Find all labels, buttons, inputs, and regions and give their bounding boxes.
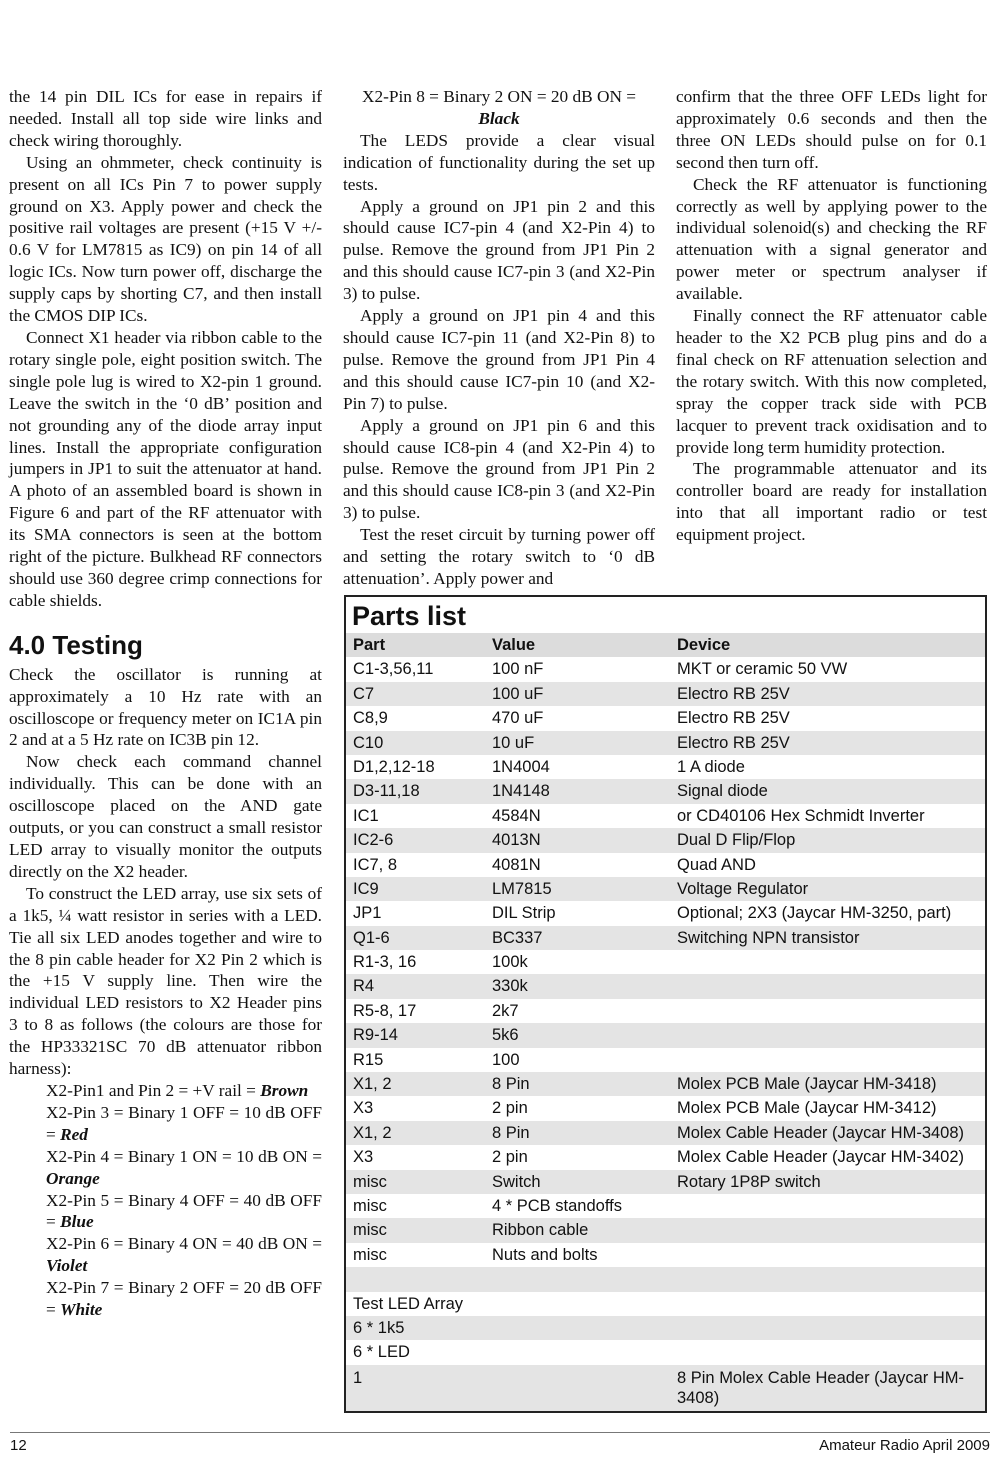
device-cell: [677, 974, 985, 998]
value-cell: 4 * PCB standoffs: [492, 1196, 622, 1215]
part-cell: [353, 1267, 492, 1291]
device-cell: Electro RB 25V: [677, 709, 790, 728]
part-cell: C7: [353, 684, 375, 703]
parts-list-row: [346, 853, 985, 877]
pin-text: X2-Pin 3 = Binary 1 OFF = 10 dB OFF =: [46, 1102, 322, 1144]
value-cell: 4013N: [492, 831, 541, 850]
paragraph: Apply a ground on JP1 pin 2 and this should cause IC7-pin 4 (and X2-Pin 4) to pulse. Remove the ground from JP1 Pin 2 and this should cause IC7-pin 3 (and X2-Pin 3) to pulse.: [343, 196, 655, 304]
device-cell: Quad AND: [677, 855, 756, 874]
parts-list-row: [346, 1267, 985, 1291]
device-cell: Switching NPN transistor: [677, 928, 860, 947]
value-cell: 10 uF: [492, 733, 535, 752]
device-cell: [677, 999, 985, 1023]
device-cell: Voltage Regulator: [677, 879, 809, 898]
paragraph: Finally connect the RF attenuator cable header to the X2 PCB plug pins and do a final check on RF attenuation selection and the rotary switch. With this now completed, spray the copper track side with PCB lacquer to prevent track oxidisation and to provide long term humidity protection.: [676, 306, 987, 457]
parts-list-row: [346, 1316, 985, 1340]
value-cell: DIL Strip: [492, 904, 556, 923]
pin-text: X2-Pin1 and Pin 2 = +V rail =: [46, 1080, 261, 1100]
parts-list-row: [346, 1292, 985, 1316]
part-cell: X3: [353, 1099, 374, 1118]
publication-name: Amateur Radio April 2009: [819, 1437, 990, 1454]
value-cell: 8 Pin: [492, 1123, 530, 1142]
parts-list-box: [344, 595, 987, 1413]
part-cell: 6 * LED: [353, 1343, 410, 1362]
part-cell: misc: [353, 1245, 387, 1264]
device-cell: Molex PCB Male (Jaycar HM-3418): [677, 1075, 937, 1094]
device-cell: MKT or ceramic 50 VW: [677, 660, 848, 679]
pin-text: X2-Pin 5 = Binary 4 OFF = 40 dB OFF =: [46, 1190, 322, 1232]
device-cell: [677, 1218, 985, 1242]
pin-colour-item: [343, 86, 655, 130]
parts-list-row: [346, 1365, 985, 1411]
parts-list-row: [346, 926, 985, 950]
value-cell: [492, 1316, 677, 1340]
device-cell: 8 Pin Molex Cable Header (Jaycar HM-3408): [677, 1368, 965, 1407]
pin-colour: Black: [478, 108, 520, 128]
paragraph: Check the oscillator is running at approximately a 10 Hz rate with an oscilloscope or frequency meter on IC1A pin 2 and at a 5 Hz rate on IC3B pin 12.: [9, 664, 322, 750]
device-cell: Electro RB 25V: [677, 684, 790, 703]
value-cell: Switch: [492, 1172, 541, 1191]
pin-text: X2-Pin 4 = Binary 1 ON = 10 dB ON =: [46, 1146, 322, 1166]
parts-list-row: [346, 779, 985, 803]
paragraph: The programmable attenuator and its controller board are ready for installation into that all important radio or test equipment project.: [676, 459, 987, 545]
parts-list-row: [346, 999, 985, 1023]
part-cell: R5-8, 17: [353, 1001, 417, 1020]
part-cell: Q1-6: [353, 928, 390, 947]
part-cell: R9-14: [353, 1026, 398, 1045]
part-cell: X1, 2: [353, 1123, 392, 1142]
device-cell: [677, 1292, 985, 1316]
parts-list-row: [346, 1048, 985, 1072]
pin-colour: Orange: [46, 1168, 100, 1188]
value-cell: 2 pin: [492, 1148, 528, 1167]
pin-colour: Blue: [60, 1212, 94, 1232]
parts-list-row: [346, 731, 985, 755]
parts-list-row: [346, 1121, 985, 1145]
text-column-1: [9, 86, 322, 1321]
part-cell: D3-11,18: [353, 782, 420, 801]
part-cell: C10: [353, 733, 384, 752]
value-cell: 2k7: [492, 1001, 519, 1020]
value-cell: 5k6: [492, 1026, 519, 1045]
parts-list-row: [346, 682, 985, 706]
section-heading: 4.0 Testing: [9, 629, 143, 660]
device-cell: [677, 950, 985, 974]
paragraph: To construct the LED array, use six sets of a 1k5, ¼ watt resistor in series with a LED. Tie all six LED anodes together and wire to the 8 pin cable header for X2 Pin 2 which is the +15 V supply line. Then wire the individual LED resistors to X2 Header pins 3 to 8 as follows (the colours are those for the HP33321SC 70 dB attenuator ribbon harness):: [9, 883, 322, 1079]
paragraph: confirm that the three OFF LEDs light for approximately 0.6 seconds and then the three ON LEDs should pulse on for 0.1 second then turn off.: [676, 87, 987, 172]
part-cell: 6 * 1k5: [353, 1318, 405, 1337]
parts-list-row: [346, 828, 985, 852]
column-header-part: Part: [353, 636, 386, 654]
parts-list-row: [346, 1170, 985, 1194]
part-cell: misc: [353, 1172, 387, 1191]
value-cell: [492, 1292, 677, 1316]
pin-text: X2-Pin 6 = Binary 4 ON = 40 dB ON =: [46, 1234, 322, 1254]
paragraph: Apply a ground on JP1 pin 6 and this should cause IC8-pin 4 (and X2-Pin 4) to pulse. Remove the ground from JP1 Pin 2 and this should cause IC8-pin 3 (and X2-Pin 3) to pulse.: [343, 415, 655, 523]
value-cell: 2 pin: [492, 1099, 528, 1118]
device-cell: Molex Cable Header (Jaycar HM-3402): [677, 1148, 965, 1167]
pin-text: X2-Pin 8 = Binary 2 ON = 20 dB ON =: [361, 87, 637, 106]
paragraph: Using an ohmmeter, check continuity is present on all ICs Pin 7 to power supply ground on X3. Apply power and check the positive rail voltages are present (+15 V +/- 0.6 V for LM7815 as IC9) on pin 14 of all logic ICs. Now turn power off, discharge the supply caps by shorting C7, and then install the CMOS DIP ICs.: [9, 152, 322, 326]
value-cell: Nuts and bolts: [492, 1245, 598, 1264]
pin-colour-list: [9, 1080, 322, 1321]
part-cell: R4: [353, 977, 375, 996]
value-cell: 100 uF: [492, 684, 544, 703]
parts-list-row: [346, 901, 985, 925]
paragraph: Apply a ground on JP1 pin 4 and this should cause IC7-pin 11 (and X2-Pin 8) to pulse. Remove the ground from JP1 Pin 4 and this should cause IC7-pin 10 (and X2-Pin 7) to pulse.: [343, 306, 655, 413]
paragraph: the 14 pin DIL ICs for ease in repairs if needed. Install all top side wire links and check wiring thoroughly.: [9, 87, 322, 150]
pin-colour-item: [9, 1233, 322, 1277]
parts-list-row: [346, 1096, 985, 1120]
value-cell: 100 nF: [492, 660, 544, 679]
pin-colour: Brown: [260, 1080, 309, 1100]
part-cell: X3: [353, 1148, 374, 1167]
parts-list-row: [346, 1243, 985, 1267]
column-header-value: Value: [492, 636, 536, 654]
paragraph: Check the RF attenuator is functioning correctly as well by applying power to the individual solenoid(s) and checking the RF attenuation with a signal generator and power meter or spectrum analyser if available.: [676, 174, 987, 304]
parts-list-row: [346, 804, 985, 828]
value-cell: 330k: [492, 977, 528, 996]
value-cell: Ribbon cable: [492, 1221, 589, 1240]
part-cell: R1-3, 16: [353, 953, 417, 972]
part-cell: IC2-6: [353, 831, 394, 850]
parts-list-row: [346, 1145, 985, 1169]
device-cell: [677, 1048, 985, 1072]
part-cell: C8,9: [353, 709, 388, 728]
pin-colour-item: [9, 1080, 322, 1102]
device-cell: Electro RB 25V: [677, 733, 790, 752]
device-cell: [677, 1023, 985, 1047]
paragraph: Connect X1 header via ribbon cable to the rotary single pole, eight position switch. The single pole lug is wired to X2-pin 1 ground. Leave the switch in the ‘0 dB’ position and not grounding any of the diode array input lines. Install the appropriate configuration jumpers in JP1 to suit the attenuator at hand. A photo of an assembled board is shown in Figure 6 and part of the RF attenuator with its SMA connectors is seen at the bottom right of the picture. Bulkhead RF connectors should use 360 degree crimp connections for cable shields.: [9, 327, 322, 610]
device-cell: Optional; 2X3 (Jaycar HM-3250, part): [677, 904, 952, 923]
value-cell: [492, 1368, 677, 1411]
paragraph: Test the reset circuit by turning power off and setting the rotary switch to ‘0 dB attenuation’. Apply power and: [343, 525, 655, 588]
part-cell: IC9: [353, 879, 379, 898]
value-cell: 4584N: [492, 806, 541, 825]
value-cell: 4081N: [492, 855, 541, 874]
value-cell: 1N4148: [492, 782, 550, 801]
pin-colour-item: [9, 1277, 322, 1321]
device-cell: [677, 1316, 985, 1340]
pin-colour-item: [9, 1146, 322, 1190]
device-cell: [677, 1194, 985, 1218]
parts-list-row: [346, 657, 985, 681]
part-cell: IC1: [353, 806, 379, 825]
parts-list-row: [346, 1072, 985, 1096]
value-cell: BC337: [492, 928, 543, 947]
device-cell: 1 A diode: [677, 757, 745, 776]
part-cell: JP1: [353, 904, 382, 923]
device-cell: Dual D Flip/Flop: [677, 831, 796, 850]
text-column-2: [343, 86, 655, 590]
device-cell: Molex Cable Header (Jaycar HM-3408): [677, 1123, 965, 1142]
text-column-3: [676, 86, 987, 546]
parts-list-row: [346, 1340, 985, 1364]
part-cell: D1,2,12-18: [353, 757, 435, 776]
parts-list-row: [346, 877, 985, 901]
parts-list-row: [346, 1194, 985, 1218]
parts-list-row: [346, 706, 985, 730]
parts-list-row: [346, 755, 985, 779]
part-cell: X1, 2: [353, 1075, 392, 1094]
device-cell: or CD40106 Hex Schmidt Inverter: [677, 806, 925, 825]
pin-colour: Violet: [46, 1256, 88, 1276]
part-cell: IC7, 8: [353, 855, 398, 874]
value-cell: 470 uF: [492, 709, 544, 728]
device-cell: Rotary 1P8P switch: [677, 1172, 821, 1191]
pin-colour: Red: [60, 1124, 88, 1144]
pin-colour-item: [9, 1102, 322, 1146]
parts-list-row: [346, 974, 985, 998]
value-cell: LM7815: [492, 879, 552, 898]
value-cell: 8 Pin: [492, 1075, 530, 1094]
page-footer: [10, 1432, 990, 1457]
column-header-device: Device: [677, 636, 731, 654]
part-cell: C1-3,56,11: [353, 660, 434, 679]
pin-colour-item: [9, 1190, 322, 1234]
part-cell: misc: [353, 1196, 387, 1215]
parts-list-row: [346, 1023, 985, 1047]
device-cell: [677, 1267, 985, 1291]
device-cell: Molex PCB Male (Jaycar HM-3412): [677, 1099, 937, 1118]
part-cell: Test LED Array: [353, 1294, 464, 1313]
device-cell: Signal diode: [677, 782, 768, 801]
value-cell: [492, 1340, 677, 1364]
pin-text: X2-Pin 7 = Binary 2 OFF = 20 dB OFF =: [46, 1278, 322, 1320]
part-cell: R15: [353, 1050, 384, 1069]
parts-list-header-row: [346, 633, 985, 657]
value-cell: 100: [492, 1050, 520, 1069]
paragraph: The LEDS provide a clear visual indication of functionality during the set up tests.: [343, 130, 655, 194]
value-cell: [492, 1267, 677, 1291]
parts-list-row: [346, 1218, 985, 1242]
value-cell: 1N4004: [492, 757, 550, 776]
parts-list-row: [346, 950, 985, 974]
parts-list-title: Parts list: [352, 601, 467, 631]
value-cell: 100k: [492, 953, 528, 972]
part-cell: 1: [353, 1368, 363, 1387]
page-number: 12: [10, 1437, 27, 1454]
paragraph: Now check each command channel individually. This can be done with an oscilloscope placed on the AND gate outputs, or you can construct a small resistor LED array to visually monitor the outputs directly on the X2 header.: [9, 752, 322, 881]
part-cell: misc: [353, 1221, 387, 1240]
pin-colour: White: [60, 1300, 103, 1320]
device-cell: [677, 1243, 985, 1267]
device-cell: [677, 1340, 985, 1364]
parts-list-table: [346, 633, 985, 1411]
